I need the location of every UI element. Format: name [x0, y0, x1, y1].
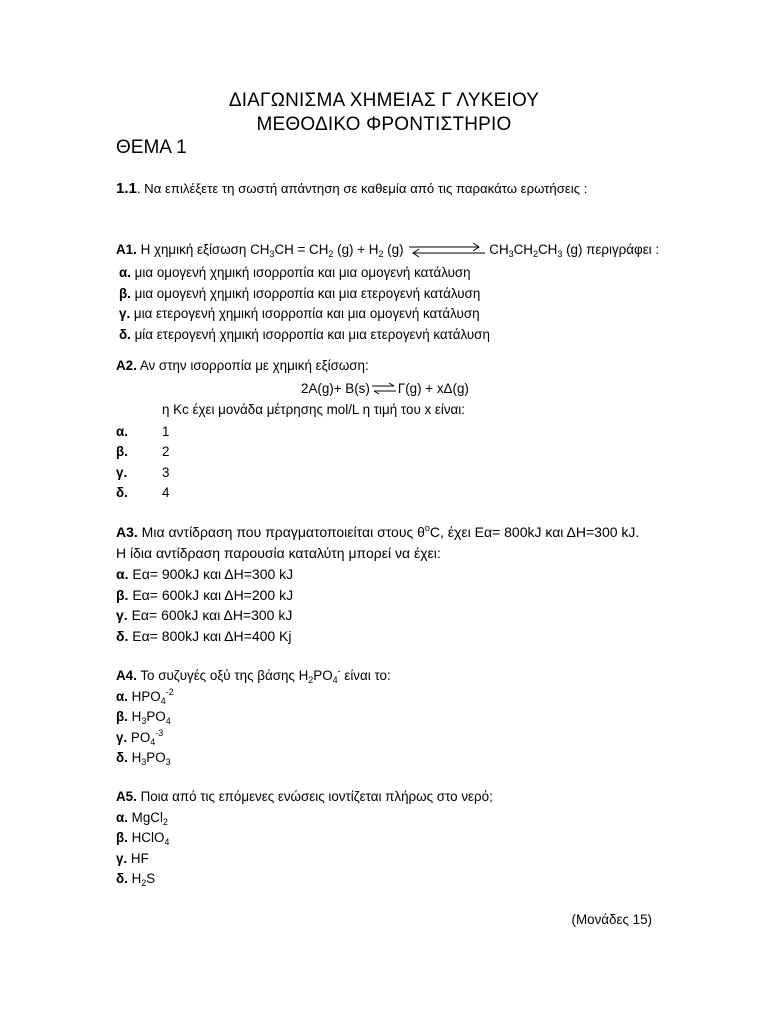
option-sub: 4 [164, 837, 170, 847]
option-text: μια ετερογενή χημική ισορροπία και μια ομογενή κατάλυση [130, 306, 480, 321]
question-a4 [116, 668, 391, 683]
question-a2 [116, 358, 369, 373]
option-text: Εα= 600kJ και ΔΗ=300 kJ [127, 607, 293, 623]
theme-heading: ΘΕΜΑ 1 [116, 137, 187, 158]
option-text: S [146, 871, 156, 886]
question-a1 [116, 242, 659, 258]
question-a5 [116, 789, 493, 804]
option-letter: δ. [119, 327, 131, 342]
a3-text: C, έχει Εα= 800kJ και ΔΗ=300 kJ. [429, 524, 640, 540]
option-text: H [127, 709, 142, 724]
a4-text: PO [313, 668, 333, 683]
option-letter: δ. [116, 750, 128, 765]
a5-option-a[interactable] [116, 810, 168, 825]
question-a3 [116, 524, 639, 540]
option-sub: 2 [141, 878, 147, 888]
a1-option-d[interactable] [119, 327, 490, 342]
a2-eq-right: Γ(g) + xΔ(g) [397, 381, 469, 396]
option-letter: δ. [116, 628, 129, 644]
a1-sub: 2 [532, 249, 538, 259]
a1-sub: 3 [508, 249, 514, 259]
option-text: PO [146, 750, 166, 765]
option-letter: γ. [116, 730, 128, 745]
exam-title: ΔΙΑΓΩΝΙΣΜΑ ΧΗΜΕΙΑΣ Γ ΛΥΚΕΙΟΥ [228, 90, 540, 111]
option-text: HPO [127, 689, 161, 704]
option-letter: γ. [119, 306, 131, 321]
marks-label: (Μονάδες 15) [571, 912, 652, 927]
option-letter: β. [116, 709, 128, 724]
a3-line2: Η ίδια αντίδραση παρουσία καταλύτη μπορεί να έχει: [116, 545, 441, 561]
a4-option-a[interactable] [116, 689, 174, 704]
option-text: μια ομογενή χημική ισορροπία και μια ομογενή κατάλυση [130, 265, 471, 280]
a4-option-d[interactable] [116, 750, 171, 765]
a4-sup: - [337, 666, 341, 676]
a3-option-d[interactable] [116, 628, 292, 644]
option-text: H [127, 750, 142, 765]
option-letter: β. [119, 286, 131, 301]
option-letter: β. [116, 830, 128, 845]
a4-sub: 2 [308, 675, 314, 685]
a2-option-a-value: 1 [162, 424, 170, 439]
a5-option-d[interactable] [116, 871, 155, 886]
a2-label: Α2. [116, 358, 137, 373]
a1-label: Α1. [116, 242, 137, 257]
a1-text: (g) + H [333, 242, 379, 257]
a1-option-b[interactable] [119, 286, 480, 301]
a1-option-c[interactable] [119, 306, 480, 321]
option-letter: α. [116, 689, 128, 704]
option-text: HF [127, 851, 149, 866]
option-sub: 3 [141, 716, 147, 726]
intro-number: 1.1 [116, 180, 137, 197]
a1-text: Η χημική εξίσωση CH [136, 242, 270, 257]
a1-sub: 3 [557, 249, 563, 259]
option-text: HClO [127, 830, 165, 845]
a1-sub: 3 [269, 249, 275, 259]
a4-text: Το συζυγές οξύ της βάσης H [136, 668, 309, 683]
a4-label: Α4. [116, 668, 137, 683]
option-sub: 2 [162, 817, 168, 827]
a2-option-a-letter[interactable]: α. [116, 424, 128, 439]
equilibrium-arrow-icon [370, 382, 398, 396]
a2-option-d-letter[interactable]: δ. [116, 485, 128, 500]
option-letter: α. [116, 810, 128, 825]
a1-text: CH = CH [274, 242, 329, 257]
a3-option-c[interactable] [116, 607, 292, 623]
a5-text: Ποια από τις επόμενες ενώσεις ιοντίζεται πλήρως στο νερό; [136, 789, 493, 804]
option-text: MgCl [127, 810, 163, 825]
option-sub: 4 [165, 716, 171, 726]
option-text: Εα= 600kJ και ΔΗ=200 kJ [128, 587, 294, 603]
a4-option-b[interactable] [116, 709, 171, 724]
a3-degree: o [424, 523, 430, 533]
intro-paragraph [116, 178, 651, 200]
option-text: μια ομογενή χημική ισορροπία και μια ετερογενή κατάλυση [130, 286, 481, 301]
option-letter: α. [116, 566, 129, 582]
option-text: PO [127, 730, 151, 745]
equilibrium-arrow-icon [407, 242, 489, 258]
a4-text: είναι το: [340, 668, 391, 683]
option-text: H [127, 871, 142, 886]
a5-option-c[interactable] [116, 851, 149, 866]
option-letter: γ. [116, 607, 128, 623]
a1-product: CH [513, 242, 533, 257]
a1-product: CH [538, 242, 558, 257]
option-sub: 4 [150, 737, 156, 747]
a1-product: (g) περιγράφει : [562, 242, 660, 257]
a2-text: Αν στην ισορροπία με χημική εξίσωση: [136, 358, 369, 373]
a2-option-d-value: 4 [162, 485, 170, 500]
a3-option-a[interactable] [116, 566, 293, 582]
option-text: Εα= 900kJ και ΔΗ=300 kJ [128, 566, 294, 582]
a3-option-b[interactable] [116, 587, 293, 603]
option-letter: β. [116, 587, 129, 603]
a5-label: Α5. [116, 789, 137, 804]
a1-option-a[interactable] [119, 265, 471, 280]
option-text: μία ετερογενή χημική ισορροπία και μια ετερογενή κατάλυση [130, 327, 490, 342]
a2-option-b-value: 2 [162, 444, 170, 459]
a5-option-b[interactable] [116, 830, 169, 845]
a2-equation [301, 381, 469, 396]
option-sup: -2 [165, 687, 174, 697]
a3-label: Α3. [116, 524, 138, 540]
a3-text: Μια αντίδραση που πραγματοποιείται στους θ [137, 524, 425, 540]
a4-sub: 4 [332, 675, 338, 685]
a1-sub: 2 [328, 249, 334, 259]
a1-product: CH [489, 242, 509, 257]
intro-text: . Να επιλέξετε τη σωστή απάντηση σε καθεμία από τις παρακάτω ερωτήσεις : [136, 181, 588, 196]
option-letter: δ. [116, 871, 128, 886]
a2-option-b-letter[interactable]: β. [116, 444, 128, 459]
a2-eq-left: 2Α(g)+ Β(s) [301, 381, 370, 396]
option-sub: 4 [160, 696, 166, 706]
option-sub: 3 [141, 757, 147, 767]
a2-option-c-value: 3 [162, 465, 170, 480]
a2-condition: η Kc έχει μονάδα μέτρησης mol/L η τιμή του x είναι: [162, 402, 465, 417]
option-sub: 3 [165, 757, 171, 767]
a4-option-c[interactable] [116, 730, 163, 745]
option-letter: γ. [116, 851, 128, 866]
option-letter: α. [119, 265, 131, 280]
school-name: ΜΕΘΟΔΙΚΟ ΦΡΟΝΤΙΣΤΗΡΙΟ [256, 114, 512, 135]
a2-option-c-letter[interactable]: γ. [116, 465, 128, 480]
option-text: PO [146, 709, 166, 724]
a1-sub: 2 [378, 249, 384, 259]
a1-text: (g) [383, 242, 404, 257]
option-text: Εα= 800kJ και ΔΗ=400 Kj [128, 628, 292, 644]
option-sup: -3 [155, 728, 164, 738]
